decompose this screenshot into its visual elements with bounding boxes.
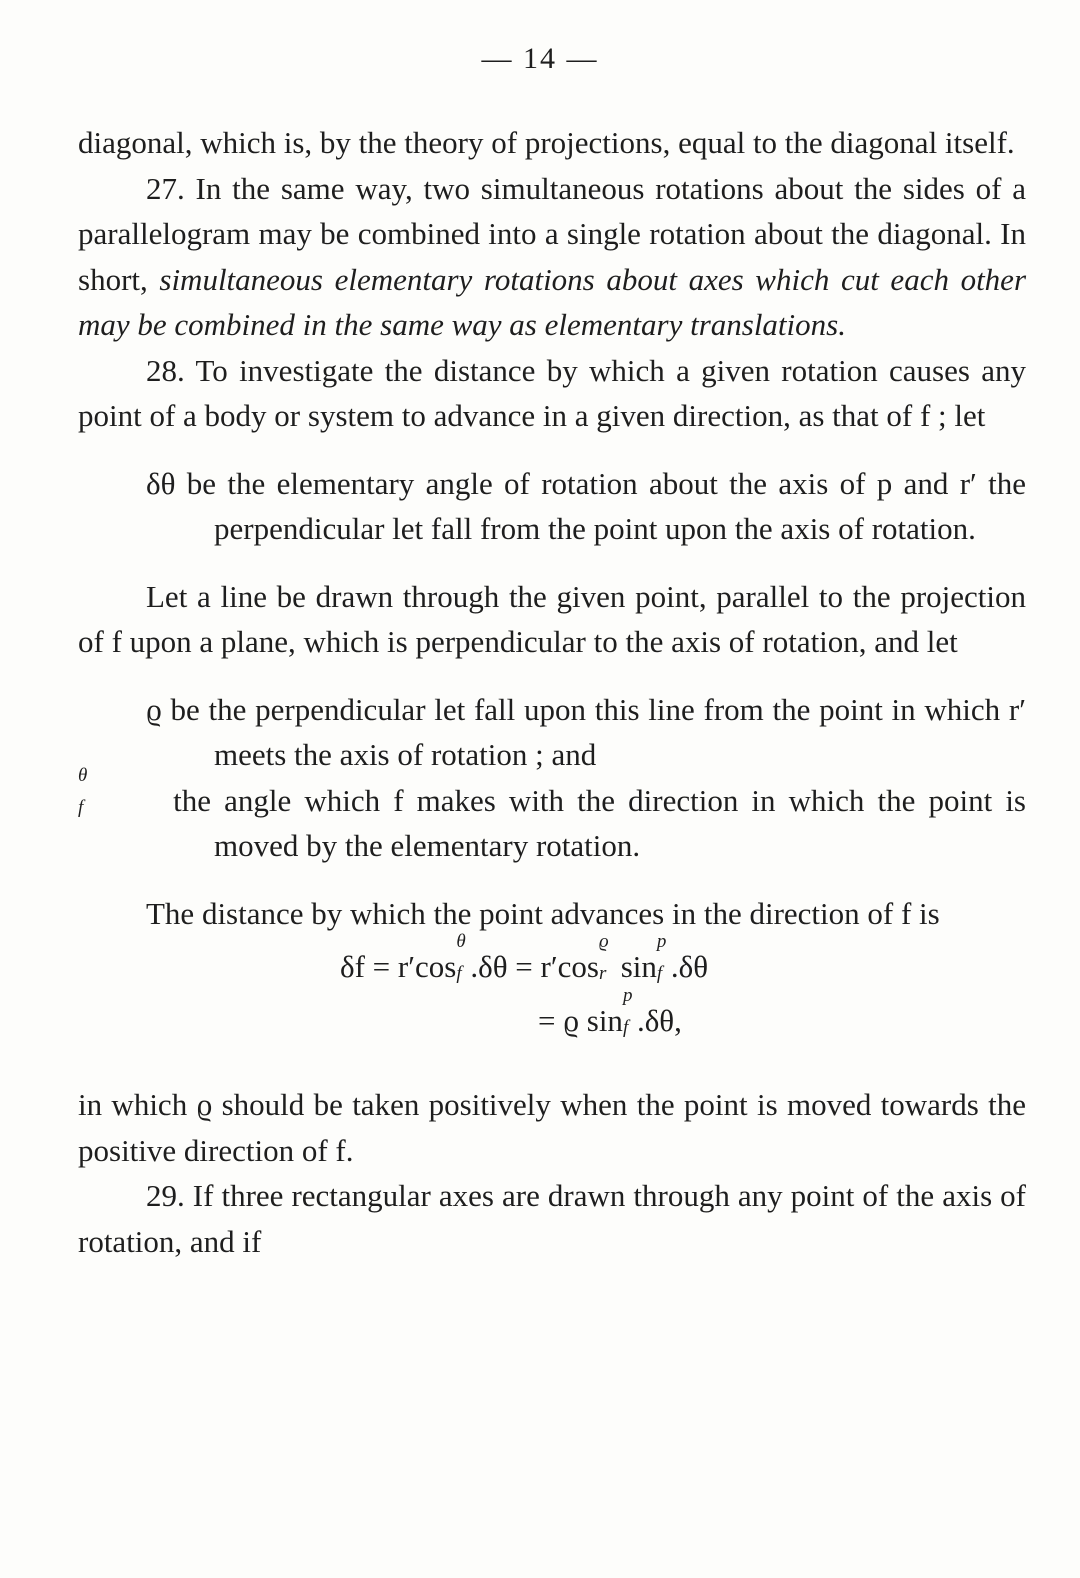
eq1-frac-theta-f: θ f	[456, 931, 466, 984]
eq2-part-a: = ϱ sin	[538, 1003, 623, 1038]
paragraph-continuation: diagonal, which is, by the theory of projections, equal to the diagonal itself.	[78, 125, 1015, 160]
eq1-part-d: .δθ	[670, 949, 709, 984]
definition-theta-f-text: the angle which f makes with the direction in which the point is moved by the elementary rotation.	[173, 782, 1027, 863]
definition-rho: ϱ be the perpendicular let fall upon this line from the point in which r′ meets the axis of rotation ; and	[146, 691, 1026, 772]
equation-2	[78, 985, 1026, 1060]
paragraph-line-construction: Let a line be drawn through the given point, parallel to the projection of f upon a plane, which is perpendicular to the axis of rotation, and let	[78, 578, 1026, 659]
eq1-frac-p-f: p f	[656, 931, 667, 984]
paragraph-27	[78, 166, 1026, 348]
paragraph-29: 29. If three rectangular axes are drawn through any point of the axis of rotation, and if	[78, 1178, 1026, 1259]
paragraph-distance: The distance by which the point advances in the direction of f is	[146, 895, 940, 931]
paragraph-rho-sign: in which ϱ should be taken positively when the point is moved towards the positive direction of f.	[78, 1087, 1026, 1168]
eq1-part-c: sin	[620, 949, 657, 984]
eq1-part-b: .δθ = r′cos	[470, 949, 599, 984]
eq2-part-b: .δθ,	[636, 1003, 682, 1038]
eq2-frac-p-f: p f	[622, 985, 633, 1038]
definition-delta-theta: δθ be the elementary angle of rotation about the axis of p and r′ the perpendicular let fall from the point upon the axis of rotation.	[146, 465, 1026, 546]
definition-theta-f	[78, 764, 1027, 869]
eq1-frac-rho-r: ϱ r	[598, 931, 609, 984]
page-number: — 14 —	[481, 42, 599, 75]
paragraph-28: 28. To investigate the distance by which a given rotation causes any point of a body or system to advance in a given direction, as that of f ; let	[78, 352, 1026, 433]
symbol-theta-over-f: θ f	[78, 764, 88, 818]
equation-1	[78, 931, 1026, 998]
eq1-part-a: δf = r′cos	[340, 949, 457, 984]
paragraph-27-text: 27. In the same way, two simultaneous rotations about the sides of a parallelogram may be combined into a single rotation about the diagonal. In short,	[78, 170, 1026, 297]
paragraph-27-italic: simultaneous elementary rotations about axes which cut each other may be combined in the same way as elementary translations.	[78, 261, 1027, 342]
body-text	[78, 120, 1026, 1264]
